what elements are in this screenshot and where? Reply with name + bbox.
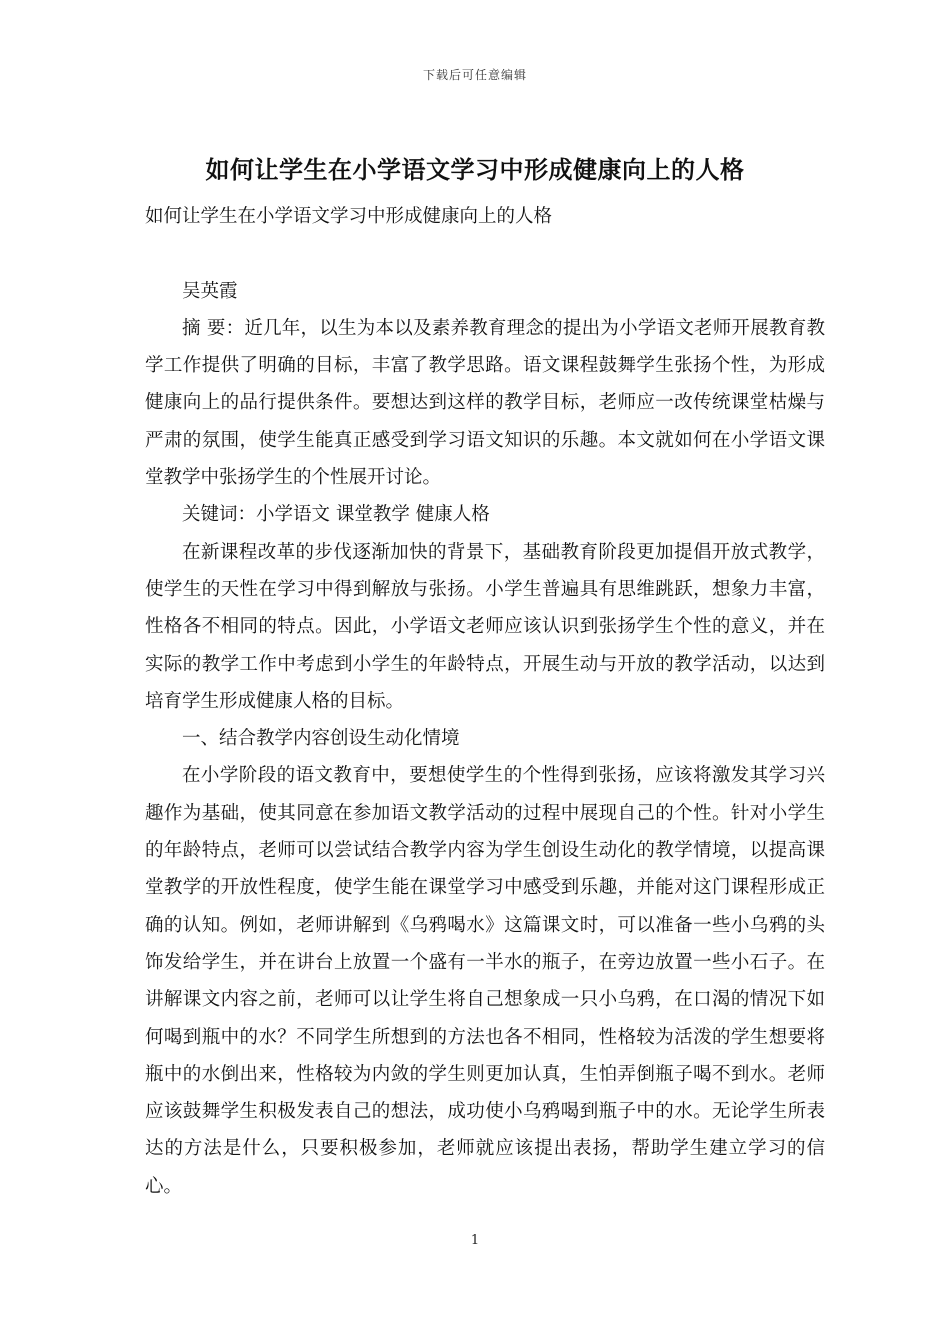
section-heading: 一、结合教学内容创设生动化情境	[182, 728, 460, 750]
document-body	[145, 198, 825, 1205]
page-number: 1	[470, 1233, 480, 1248]
blank-line	[145, 235, 825, 272]
body-paragraph: 在新课程改革的步伐逐渐加快的背景下，基础教育阶段更加提倡开放式教学，使学生的天性在学习中得到解放与张扬。小学生普遍具有思维跳跃，想象力丰富，性格各不相同的特点。因此，小学语文老师应该认识到张扬学生个性的意义，并在实际的教学工作中考虑到小学生的年龄特点，开展生动与开放的教学活动，以达到培育学生形成健康人格的目标。	[145, 541, 825, 712]
keywords-line: 关键词：小学语文 课堂教学 健康人格	[182, 504, 490, 526]
abstract-paragraph: 摘 要：近几年，以生为本以及素养教育理念的提出为小学语文老师开展教育教学工作提供了明确的目标，丰富了教学思路。语文课程鼓舞学生张扬个性，为形成健康向上的品行提供条件。要想达到这样的教学目标，老师应一改传统课堂枯燥与严肃的氛围，使学生能真正感受到学习语文知识的乐趣。本文就如何在小学语文课堂教学中张扬学生的个性展开讨论。	[145, 317, 825, 489]
author-name: 吴英霞	[182, 280, 238, 302]
document-title: 如何让学生在小学语文学习中形成健康向上的人格	[205, 155, 745, 184]
document-subtitle: 如何让学生在小学语文学习中形成健康向上的人格	[145, 206, 553, 227]
header-note: 下载后可任意编辑	[422, 68, 527, 82]
body-paragraph: 在小学阶段的语文教育中，要想使学生的个性得到张扬，应该将激发其学习兴趣作为基础，使其同意在参加语文教学活动的过程中展现自己的个性。针对小学生的年龄特点，老师可以尝试结合教学内容为学生创设生动化的教学情境，以提高课堂教学的开放性程度，使学生能在课堂学习中感受到乐趣，并能对这门课程形成正确的认知。例如，老师讲解到《乌鸦喝水》这篇课文时，可以准备一些小乌鸦的头饰发给学生，并在讲台上放置一个盛有一半水的瓶子，在旁边放置一些小石子。在讲解课文内容之前，老师可以让学生将自己想象成一只小乌鸦，在口渴的情况下如何喝到瓶中的水？不同学生所想到的方法也各不相同，性格较为活泼的学生想要将瓶中的水倒出来，性格较为内敛的学生则更加认真，生怕弄倒瓶子喝不到水。老师应该鼓舞学生积极发表自己的想法，成功使小乌鸦喝到瓶子中的水。无论学生所表达的方法是什么，只要积极参加，老师就应该提出表扬，帮助学生建立学习的信心。	[145, 765, 825, 1197]
